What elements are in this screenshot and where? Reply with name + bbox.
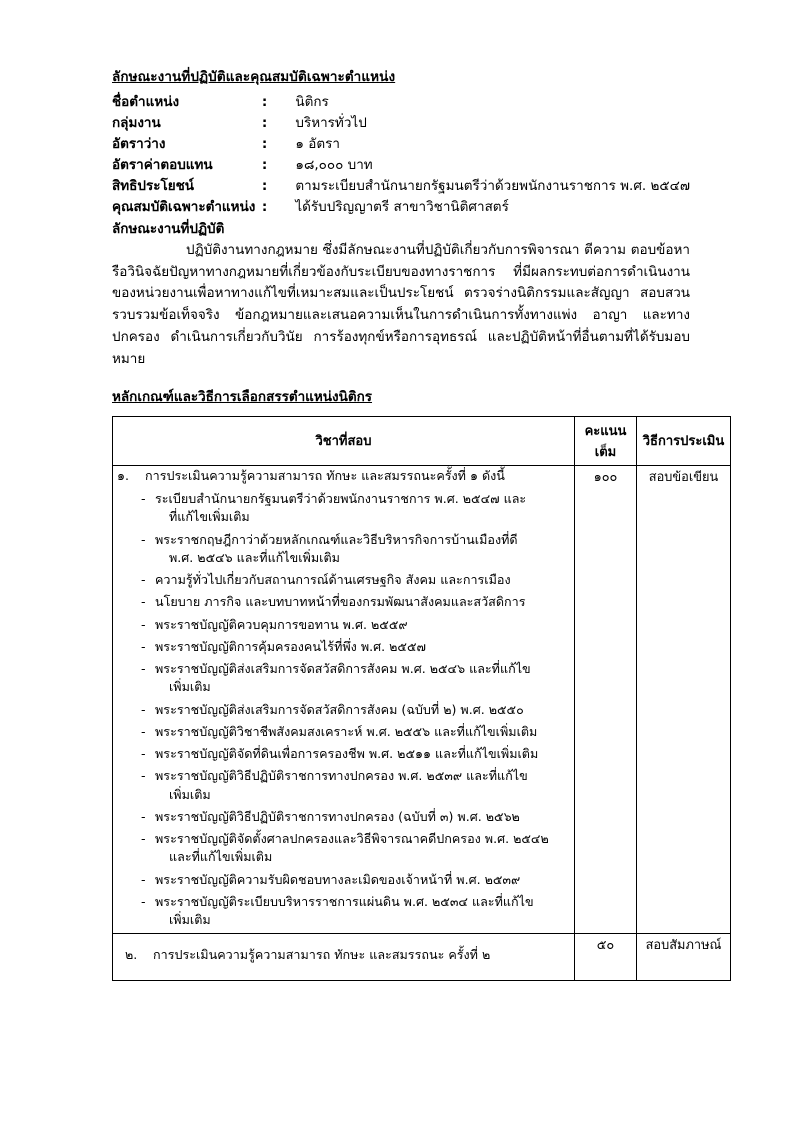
list-item-text: พระราชบัญญัติระเบียบบริหารราชการแผ่นดิน พ.ศ. ๒๕๓๔ และที่แก้ไข xyxy=(155,893,534,909)
position-info-table xyxy=(112,92,690,218)
list-item-text: พระราชบัญญัติส่งเสริมการจัดสวัสดิการสังคม พ.ศ. ๒๕๔๖ และที่แก้ไข xyxy=(155,660,531,676)
list-item-continuation: ที่แก้ไขเพิ่มเติม xyxy=(169,509,250,525)
table-row xyxy=(112,134,690,155)
list-item xyxy=(141,871,574,890)
position-info-rows xyxy=(112,92,690,218)
info-label: อัตราว่าง xyxy=(112,136,166,153)
info-label: สิทธิประโยชน์ xyxy=(112,177,195,194)
duties-heading: ลักษณะงานที่ปฏิบัติ xyxy=(112,220,225,237)
info-label: กลุ่มงาน xyxy=(112,115,161,132)
list-item-text: พระราชบัญญัติควบคุมการขอทาน พ.ศ. ๒๕๕๙ xyxy=(155,616,408,632)
info-colon: : xyxy=(261,198,268,215)
list-item xyxy=(141,767,574,804)
row-title: การประเมินความรู้ความสามารถ ทักษะ และสมรรถนะครั้งที่ ๑ ดังนี้ xyxy=(145,467,505,483)
duties-paragraph xyxy=(112,240,690,371)
info-label: คุณสมบัติเฉพาะตำแหน่ง xyxy=(112,198,256,215)
list-item-continuation: เพิ่มเติม xyxy=(169,912,211,928)
list-item-text: พระราชบัญญัติวิธีปฏิบัติราชการทางปกครอง พ.ศ. ๒๕๓๙ และที่แก้ไข xyxy=(155,767,528,783)
list-item xyxy=(141,616,574,635)
info-value: บริหารทั่วไป xyxy=(295,115,367,132)
info-colon: : xyxy=(261,136,268,153)
info-value: ๑๘,๐๐๐ บาท xyxy=(295,156,373,173)
list-item xyxy=(141,723,574,742)
page-title: ลักษณะงานที่ปฏิบัติและคุณสมบัติเฉพาะตำแหน่ง xyxy=(112,69,396,85)
list-item xyxy=(141,830,574,867)
table-row xyxy=(112,155,690,176)
list-item-text: พระราชบัญญัติจัดตั้งศาลปกครองและวิธีพิจารณาคดีปกครอง พ.ศ. ๒๕๔๒ xyxy=(155,830,549,846)
table-header-row xyxy=(113,416,731,465)
list-item-text: พระราชบัญญัติวิชาชีพสังคมสงเคราะห์ พ.ศ. ๒๕๕๖ และที่แก้ไขเพิ่มเติม xyxy=(155,723,538,739)
method-cell: สอบข้อเขียน xyxy=(637,465,731,934)
list-item-continuation: เพิ่มเติม xyxy=(169,786,211,802)
exam-table-head xyxy=(113,416,731,465)
row-number: ๒. xyxy=(125,947,138,963)
list-item-continuation: เพิ่มเติม xyxy=(169,679,211,695)
info-colon: : xyxy=(261,115,268,132)
score-cell: ๕๐ xyxy=(575,934,637,981)
info-value: ตามระเบียบสำนักนายกรัฐมนตรีว่าด้วยพนักงานราชการ พ.ศ. ๒๕๔๗ xyxy=(295,177,690,194)
column-header-method: วิธีการประเมิน xyxy=(637,416,731,465)
row-number: ๑. xyxy=(117,467,129,483)
table-row xyxy=(112,92,690,113)
exam-table-body xyxy=(113,465,731,981)
list-item-text: พระราชบัญญัติวิธีปฏิบัติราชการทางปกครอง (ฉบับที่ ๓) พ.ศ. ๒๕๖๒ xyxy=(155,808,520,824)
list-item xyxy=(141,808,574,827)
list-item-text: นโยบาย ภารกิจ และบทบาทหน้าที่ของกรมพัฒนาสังคมและสวัสดิการ xyxy=(155,594,526,610)
duties-paragraph-text: ปฏิบัติงานทางกฎหมาย ซึ่งมีลักษณะงานที่ปฏิบัติเกี่ยวกับการพิจารณา ตีความ ตอบข้อหารือวินิจฉัยปัญหาทางกฎหมายที่เกี่ยวข้องกับระเบียบของทางราชการ ที่มีผลกระทบต่อการดำเนินงานของหน่วยงานเพื่อหาทางแก้ไขที่เหมาะสมและเป็นประโยชน์ ตรวจร่างนิติกรรมและสัญญา สอบสวน รวบรวมข้อเท็จจริง ข้อกฎหมายและเสนอความเห็นในการดำเนินการทั้งทางแพ่ง อาญา และทางปกครอง ดำเนินการเกี่ยวกับวินัย การร้องทุกข์หรือการอุทธรณ์ และปฏิบัติหน้าที่อื่นตามที่ได้รับมอบหมาย xyxy=(112,241,690,367)
criteria-heading: หลักเกณฑ์และวิธีการเลือกสรรตำแหน่งนิติกร xyxy=(112,388,373,405)
list-item-text: พระราชบัญญัติการคุ้มครองคนไร้ที่พึ่ง พ.ศ. ๒๕๕๗ xyxy=(155,638,426,654)
list-item xyxy=(141,660,574,697)
list-item-text: พระราชบัญญัติจัดที่ดินเพื่อการครองชีพ พ.ศ. ๒๕๑๑ และที่แก้ไขเพิ่มเติม xyxy=(155,745,539,761)
list-item xyxy=(141,490,574,527)
table-row xyxy=(112,113,690,134)
row-title: การประเมินความรู้ความสามารถ ทักษะ และสมรรถนะ ครั้งที่ ๒ xyxy=(153,947,491,963)
row-title-line xyxy=(113,466,574,486)
list-item xyxy=(141,701,574,720)
info-label: ชื่อตำแหน่ง xyxy=(112,94,180,111)
list-item xyxy=(141,571,574,590)
column-header-score: คะแนนเต็ม xyxy=(575,416,637,465)
list-item xyxy=(141,893,574,930)
list-item-text: พระราชกฤษฎีกาว่าด้วยหลักเกณฑ์และวิธีบริหารกิจการบ้านเมืองที่ดี xyxy=(155,531,518,547)
list-item-continuation: พ.ศ. ๒๕๔๖ และที่แก้ไขเพิ่มเติม xyxy=(169,550,340,566)
list-item xyxy=(141,638,574,657)
subject-cell xyxy=(113,934,575,981)
table-row xyxy=(112,176,690,197)
list-item-continuation: และที่แก้ไขเพิ่มเติม xyxy=(169,849,273,865)
exam-criteria-table xyxy=(112,416,731,982)
subject-bullet-list xyxy=(113,490,574,930)
row-title-line xyxy=(121,945,568,965)
list-item xyxy=(141,745,574,764)
list-item xyxy=(141,593,574,612)
table-row xyxy=(112,197,690,218)
info-colon: : xyxy=(261,94,268,111)
info-value: ได้รับปริญญาตรี สาขาวิชานิติศาสตร์ xyxy=(295,198,509,215)
document-body xyxy=(112,68,725,981)
list-item-text: ความรู้ทั่วไปเกี่ยวกับสถานการณ์ด้านเศรษฐกิจ สังคม และการเมือง xyxy=(155,572,511,588)
list-item-text: ระเบียบสำนักนายกรัฐมนตรีว่าด้วยพนักงานราชการ พ.ศ. ๒๕๔๗ และ xyxy=(155,490,527,506)
info-value: ๑ อัตรา xyxy=(295,136,340,153)
info-colon: : xyxy=(261,177,268,194)
method-cell: สอบสัมภาษณ์ xyxy=(637,934,731,981)
subject-cell xyxy=(113,465,575,934)
list-item-text: พระราชบัญญัติส่งเสริมการจัดสวัสดิการสังคม (ฉบับที่ ๒) พ.ศ. ๒๕๕๐ xyxy=(155,701,524,717)
info-value: นิติกร xyxy=(295,94,329,111)
table-row xyxy=(113,934,731,981)
column-header-subject: วิชาที่สอบ xyxy=(113,416,575,465)
list-item xyxy=(141,531,574,568)
table-row xyxy=(113,465,731,934)
info-colon: : xyxy=(261,156,268,173)
list-item-text: พระราชบัญญัติความรับผิดชอบทางละเมิดของเจ้าหน้าที่ พ.ศ. ๒๕๓๙ xyxy=(155,871,521,887)
score-cell: ๑๐๐ xyxy=(575,465,637,934)
info-label: อัตราค่าตอบแทน xyxy=(112,156,213,173)
